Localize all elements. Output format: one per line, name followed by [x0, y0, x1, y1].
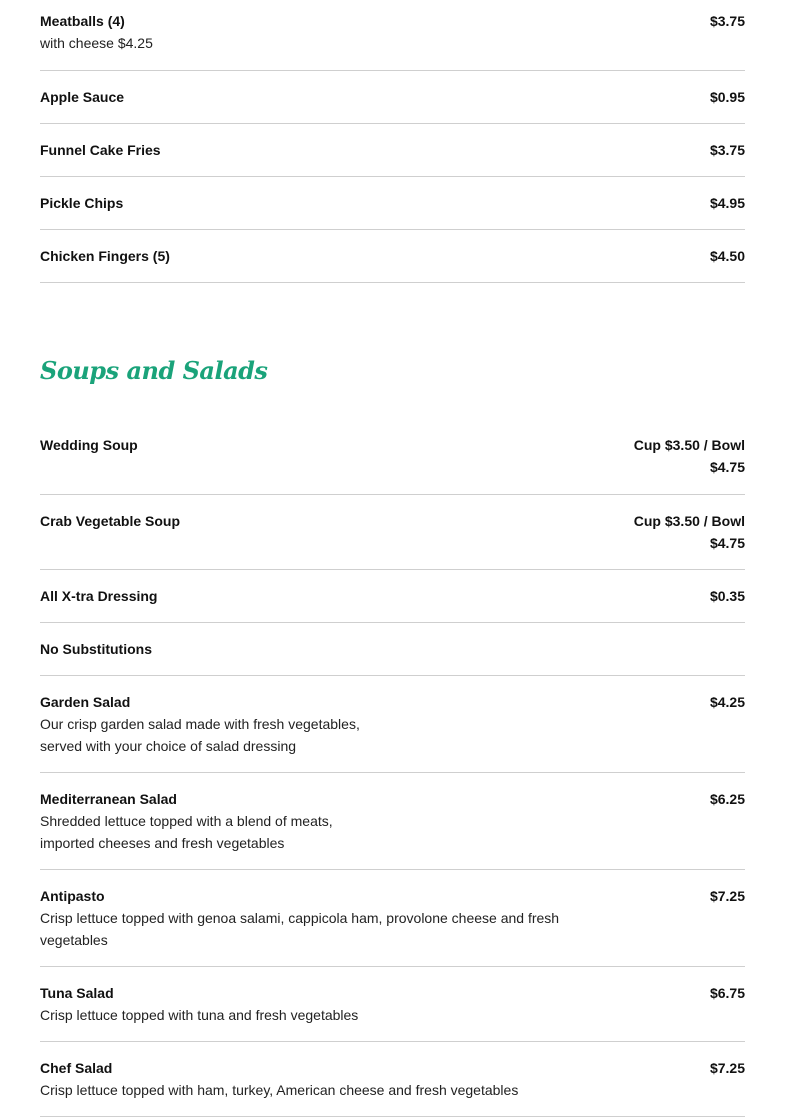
item-name: Chicken Fingers (5): [40, 248, 170, 264]
menu-item: [40, 10, 745, 71]
item-name: Wedding Soup: [40, 437, 138, 453]
menu-item: [40, 124, 745, 177]
item-price: $6.25: [709, 791, 745, 807]
menu-item: [40, 570, 745, 623]
item-name: Chef Salad: [40, 1060, 113, 1076]
menu-item: [40, 495, 745, 570]
item-price: Cup $3.50 / Bowl $4.75: [633, 513, 745, 551]
item-price: $7.25: [709, 888, 745, 904]
item-description: imported cheeses and fresh vegetables: [40, 835, 285, 851]
menu-item: [40, 967, 745, 1042]
item-description: Crisp lettuce topped with genoa salami, cappicola ham, provolone cheese and fresh: [40, 910, 560, 926]
item-name: Mediterranean Salad: [40, 791, 177, 807]
item-price: $0.95: [709, 89, 745, 105]
item-name: Meatballs (4): [40, 13, 125, 29]
item-name: Crab Vegetable Soup: [40, 513, 181, 529]
item-name: Antipasto: [40, 888, 105, 904]
item-description: vegetables: [40, 932, 108, 948]
item-price: Cup $3.50 / Bowl $4.75: [633, 437, 745, 475]
item-description: Crisp lettuce topped with ham, turkey, American cheese and fresh vegetables: [40, 1082, 519, 1098]
item-description: Our crisp garden salad made with fresh vegetables,: [40, 716, 360, 732]
item-price: $7.25: [709, 1060, 745, 1076]
item-price: $3.75: [709, 142, 745, 158]
item-price: $0.35: [709, 588, 745, 604]
menu-item: [40, 676, 745, 773]
item-description: served with your choice of salad dressing: [40, 738, 297, 754]
item-name: No Substitutions: [40, 641, 152, 657]
item-description: with cheese $4.25: [40, 35, 153, 51]
item-price: $4.50: [709, 248, 745, 264]
item-name: Pickle Chips: [40, 195, 124, 211]
item-name: Apple Sauce: [40, 89, 125, 105]
item-price: $4.95: [709, 195, 745, 211]
item-price: $4.25: [709, 694, 745, 710]
item-price: $6.75: [709, 985, 745, 1001]
menu-item: [40, 434, 745, 495]
item-name: All X-tra Dressing: [40, 588, 158, 604]
section-title: Soups and Salads: [40, 356, 268, 385]
item-name: Garden Salad: [40, 694, 131, 710]
item-price: $3.75: [709, 13, 745, 29]
item-name: Tuna Salad: [40, 985, 114, 1001]
menu-item: [40, 773, 745, 870]
menu-item: [40, 230, 745, 283]
menu-item: [40, 1042, 745, 1117]
menu-item: [40, 71, 745, 124]
soups-salads-list: [40, 434, 745, 1117]
item-description: Crisp lettuce topped with tuna and fresh vegetables: [40, 1007, 359, 1023]
menu-item: [40, 177, 745, 230]
item-name: Funnel Cake Fries: [40, 142, 161, 158]
appetizer-list: [40, 10, 745, 283]
menu-item: [40, 623, 745, 676]
menu-item: [40, 870, 745, 967]
item-description: Shredded lettuce topped with a blend of meats,: [40, 813, 333, 829]
